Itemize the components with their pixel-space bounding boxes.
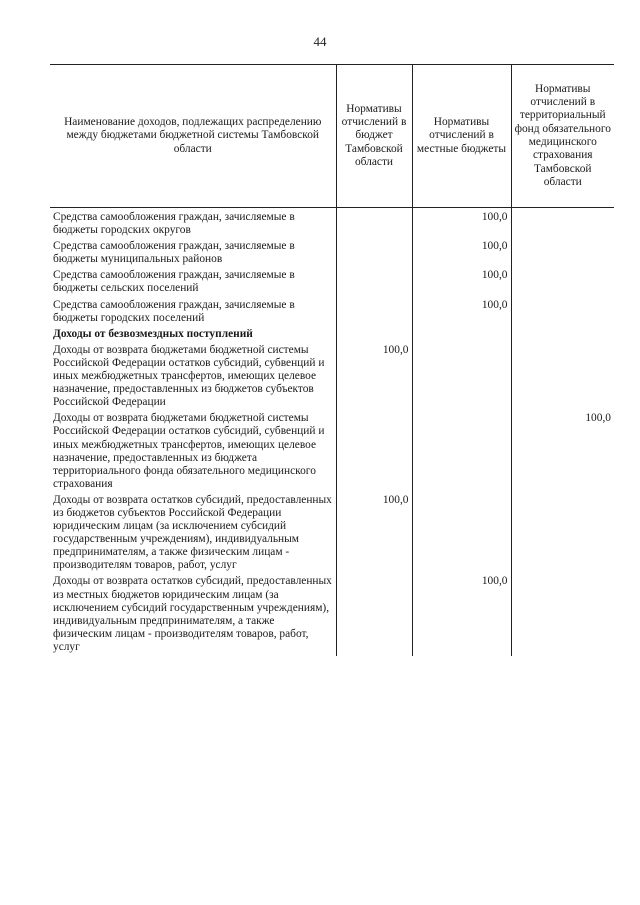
row-local-value <box>412 327 511 343</box>
row-name: Средства самообложения граждан, зачисляемые в бюджеты городских поселений <box>53 298 295 324</box>
row-local-value: 100,0 <box>412 239 511 268</box>
row-local-value <box>412 411 511 493</box>
row-fund-value <box>511 268 614 297</box>
table-row <box>50 268 614 297</box>
table-row <box>50 574 614 656</box>
row-fund-value: 100,0 <box>511 411 614 493</box>
page-number: 44 <box>313 34 327 49</box>
row-regional-value: 100,0 <box>336 493 412 575</box>
row-name: Доходы от возврата бюджетами бюджетной системы Российской Федерации остатков субсидий, субвенций и иных межбюджетных трансфертов, имеющих целевое назначение, предоставленных из бюджета территориального фонда обязательного медицинского страхования <box>53 412 325 490</box>
row-fund-value <box>511 298 614 327</box>
row-regional-value <box>336 268 412 297</box>
table-row <box>50 298 614 327</box>
header-regional-budget: Нормативы отчислений в бюджет Тамбовской области <box>336 65 412 208</box>
table-row <box>50 239 614 268</box>
row-regional-value <box>336 208 412 240</box>
row-name: Доходы от возврата остатков субсидий, предоставленных из бюджетов субъектов Российской Федерации юридическим лицам (за исключением субсидий государственным учреждениям), индивидуальным предпринимателям, а также физическим лицам - производителям товаров, работ, услуг <box>53 493 332 572</box>
row-name: Доходы от возврата остатков субсидий, предоставленных из местных бюджетов юридическим лицам (за исключением субсидий государственным учреждениям), индивидуальным предпринимателям, а также физическим лицам - производителям товаров, работ, услуг <box>53 575 332 653</box>
row-regional-value <box>336 327 412 343</box>
row-fund-value <box>511 574 614 656</box>
section-row <box>50 327 614 343</box>
row-local-value <box>412 343 511 411</box>
row-regional-value: 100,0 <box>336 343 412 411</box>
table-row <box>50 343 614 411</box>
revenue-norms-table <box>50 64 614 656</box>
row-name: Средства самообложения граждан, зачисляемые в бюджеты муниципальных районов <box>53 240 295 266</box>
row-name: Средства самообложения граждан, зачисляемые в бюджеты сельских поселений <box>53 269 295 295</box>
row-local-value <box>412 493 511 575</box>
row-fund-value <box>511 239 614 268</box>
row-name: Доходы от возврата бюджетами бюджетной системы Российской Федерации остатков субсидий, субвенций и иных межбюджетных трансфертов, имеющих целевое назначение, предоставленных из бюджетов субъектов Российской Федерации <box>53 343 325 409</box>
header-local-budgets: Нормативы отчислений в местные бюджеты <box>412 65 511 208</box>
section-heading: Доходы от безвозмездных поступлений <box>53 327 253 340</box>
row-regional-value <box>336 574 412 656</box>
table-row <box>50 411 614 493</box>
row-regional-value <box>336 298 412 327</box>
row-local-value: 100,0 <box>412 574 511 656</box>
table-row <box>50 208 614 240</box>
table-row <box>50 493 614 575</box>
row-fund-value <box>511 208 614 240</box>
row-local-value: 100,0 <box>412 268 511 297</box>
row-regional-value <box>336 239 412 268</box>
header-medical-insurance-fund: Нормативы отчислений в территориальный фонд обязательного медицинского страхования Тамбовской области <box>511 65 614 208</box>
row-local-value: 100,0 <box>412 298 511 327</box>
table-header-row <box>50 65 614 208</box>
row-local-value: 100,0 <box>412 208 511 240</box>
row-regional-value <box>336 411 412 493</box>
row-fund-value <box>511 493 614 575</box>
header-revenue-name: Наименование доходов, подлежащих распределению между бюджетами бюджетной системы Тамбовской области <box>50 65 336 208</box>
row-name: Средства самообложения граждан, зачисляемые в бюджеты городских округов <box>53 211 295 237</box>
row-fund-value <box>511 327 614 343</box>
row-fund-value <box>511 343 614 411</box>
